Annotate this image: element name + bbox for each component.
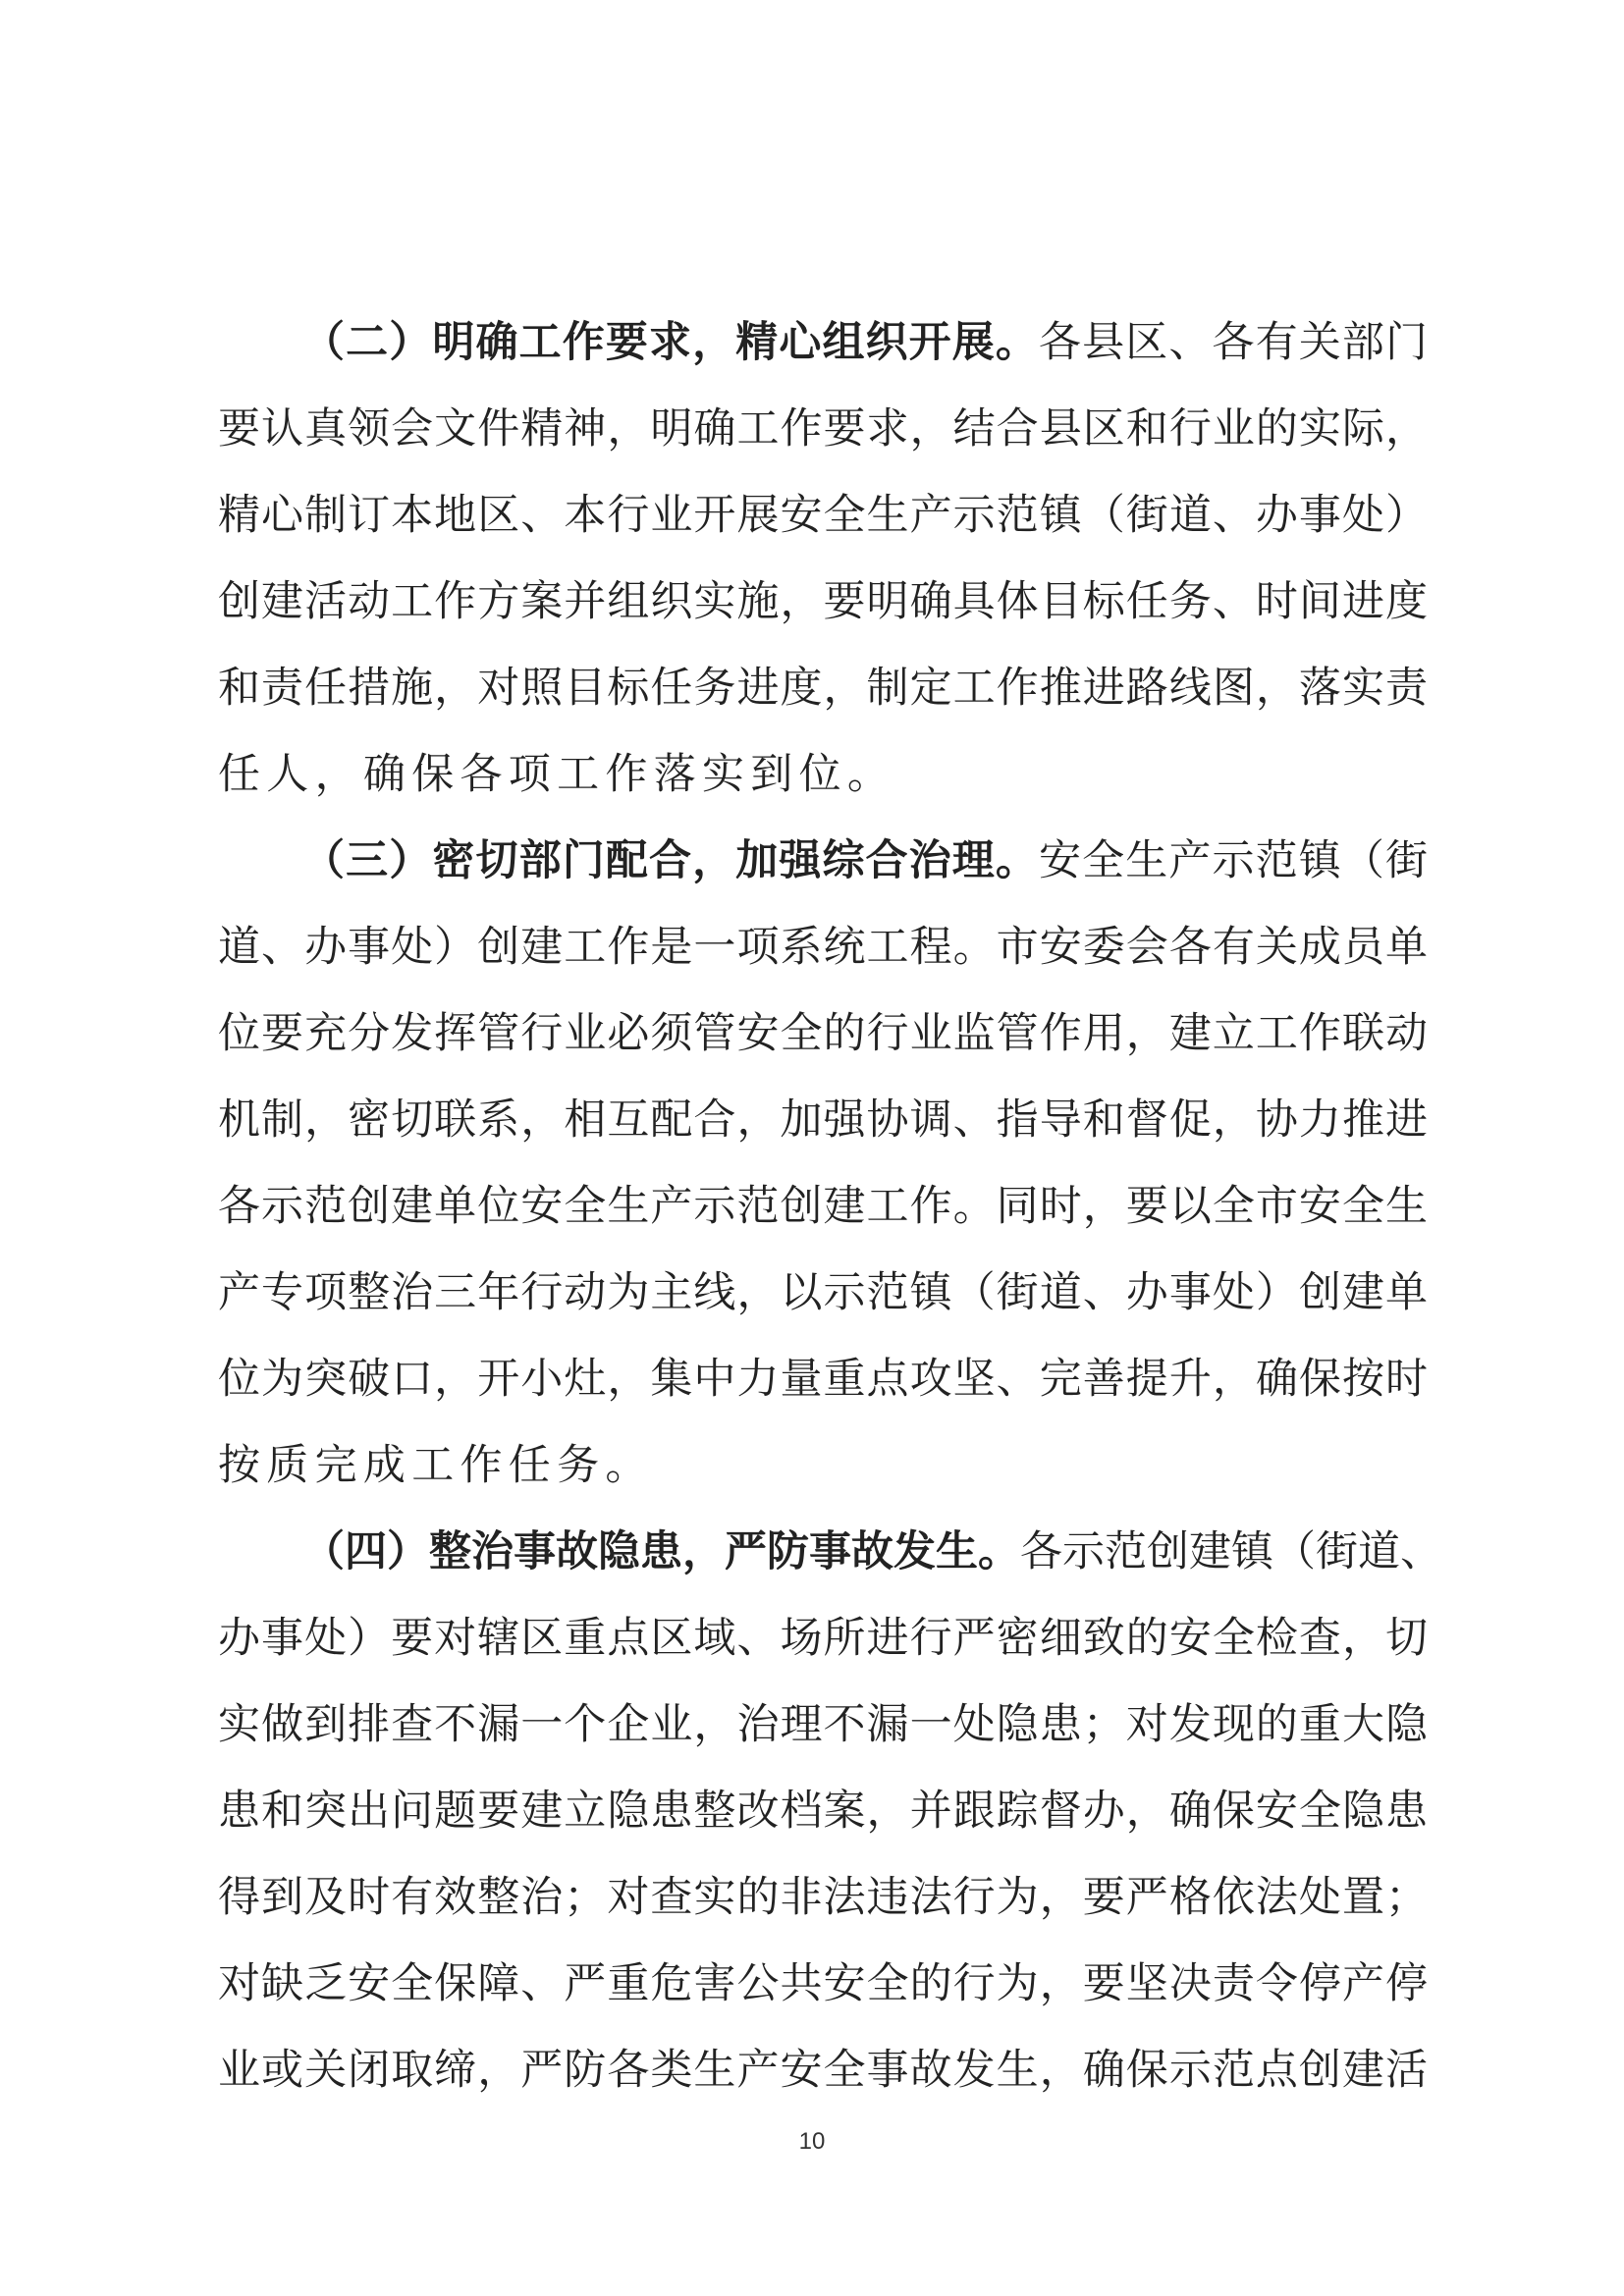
paragraph-2: [218, 299, 1428, 818]
text-line: 位为突破口，开小灶，集中力量重点攻坚、完善提升，确保按时: [218, 1355, 1428, 1404]
text-line: 道、办事处）创建工作是一项系统工程。市安委会各有关成员单: [218, 923, 1428, 972]
paragraph-heading: （二）明确工作要求，精心组织开展。: [302, 318, 1040, 367]
paragraph-heading: （四）整治事故隐患，严防事故发生。: [302, 1527, 1020, 1576]
text-line: [218, 1509, 1442, 1595]
paragraph-heading: （三）密切部门配合，加强综合治理。: [302, 836, 1040, 885]
text-line: 各示范创建单位安全生产示范创建工作。同时，要以全市安全生: [218, 1182, 1428, 1231]
text-line: 任人，确保各项工作落实到位。: [218, 750, 896, 799]
text-line: 位要充分发挥管行业必须管安全的行业监管作用，建立工作联动: [218, 1009, 1428, 1058]
paragraph-text: 安全生产示范镇（街: [1039, 836, 1429, 885]
paragraph-3: [218, 818, 1428, 1509]
text-line: [218, 818, 1428, 904]
text-line: 按质完成工作任务。: [218, 1441, 654, 1490]
text-line: 要认真领会文件精神，明确工作要求，结合县区和行业的实际，: [218, 404, 1428, 454]
paragraph-text: 各县区、各有关部门: [1039, 318, 1429, 367]
text-line: 对缺乏安全保障、严重危害公共安全的行为，要坚决责令停产停: [218, 1959, 1428, 2008]
text-line: 实做到排查不漏一个企业，治理不漏一处隐患；对发现的重大隐: [218, 1700, 1428, 1749]
text-line: 患和突出问题要建立隐患整改档案，并跟踪督办，确保安全隐患: [218, 1787, 1428, 1836]
text-line: 机制，密切联系，相互配合，加强协调、指导和督促，协力推进: [218, 1095, 1428, 1145]
paragraph-4: [218, 1509, 1442, 2113]
text-line: 业或关闭取缔，严防各类生产安全事故发生，确保示范点创建活: [218, 2046, 1428, 2095]
text-line: 和责任措施，对照目标任务进度，制定工作推进路线图，落实责: [218, 664, 1428, 713]
document-body: [218, 299, 1442, 2113]
text-line: [218, 299, 1428, 386]
paragraph-text: 各示范创建镇（街道、: [1020, 1527, 1442, 1576]
page-number: 10: [798, 2128, 826, 2155]
text-line: 得到及时有效整治；对查实的非法违法行为，要严格依法处置；: [218, 1873, 1428, 1922]
text-line: 精心制订本地区、本行业开展安全生产示范镇（街道、办事处）: [218, 491, 1428, 540]
text-line: 产专项整治三年行动为主线，以示范镇（街道、办事处）创建单: [218, 1268, 1428, 1317]
text-line: 创建活动工作方案并组织实施，要明确具体目标任务、时间进度: [218, 577, 1428, 626]
text-line: 办事处）要对辖区重点区域、场所进行严密细致的安全检查，切: [218, 1614, 1428, 1663]
